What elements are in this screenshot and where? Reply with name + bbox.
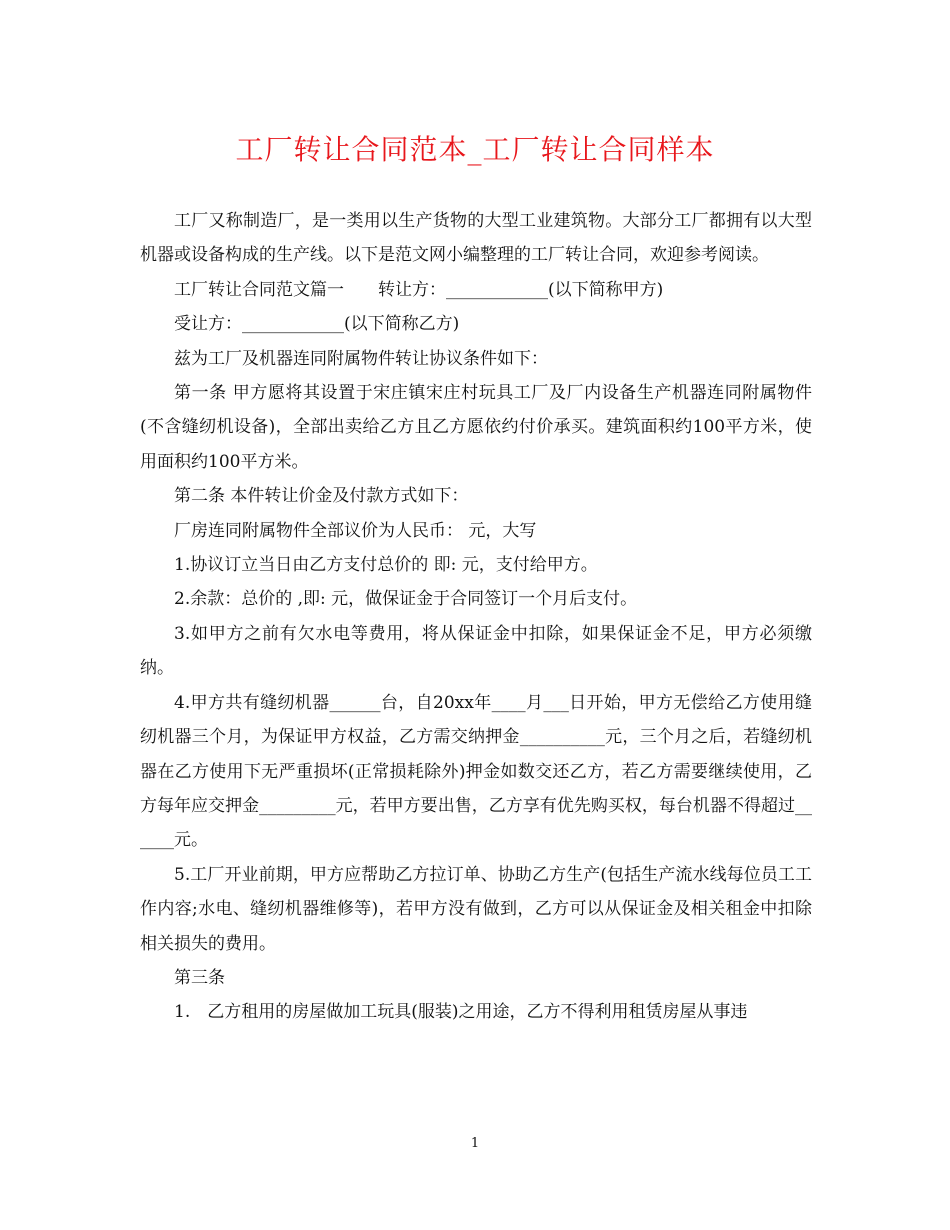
clause-3: 3.如甲方之前有欠水电等费用，将从保证金中扣除，如果保证金不足，甲方必须缴纳。 xyxy=(140,623,812,679)
page-number: 1 xyxy=(470,1136,480,1151)
transferee-line: 受让方：____________(以下简称乙方) xyxy=(174,314,460,335)
total-price-line: 厂房连同附属物件全部议价为人民币： 元，大写 xyxy=(174,520,537,541)
clause-5: 5.工厂开业前期，甲方应帮助乙方拉订单、协助乙方生产(包括生产流水线每位员工工作内容;水电、缝纫机器维修等)，若甲方没有做到，乙方可以从保证金及相关租金中扣除相关损失的费用。 xyxy=(140,864,812,954)
clause-2: 2.余款：总价的 ,即: 元，做保证金于合同签订一个月后支付。 xyxy=(174,589,638,610)
clause-4: 4.甲方共有缝纫机器______台，自20xx年____月___日开始，甲方无偿给乙方使用缝纫机器三个月，为保证甲方权益，乙方需交纳押金__________元，三个月之后，若缝纫机器在乙方使用下无严重损坏(正常损耗除外)押金如数交还乙方，若乙方需要继续使用，乙方每年应交押金_________元，若甲方要出售，乙方享有优先购买权，每台机器不得超过______元。 xyxy=(140,692,812,851)
transferor-line: 工厂转让合同范文篇一 转让方：____________(以下简称甲方) xyxy=(174,279,664,300)
article-two-heading: 第二条 本件转让价金及付款方式如下： xyxy=(174,486,469,507)
document-body xyxy=(140,204,812,1030)
article-three-heading: 第三条 xyxy=(174,967,225,988)
document-title: 工厂转让合同范本_工厂转让合同样本 xyxy=(235,133,715,166)
agreement-intro: 兹为工厂及机器连同附属物件转让协议条件如下： xyxy=(174,348,548,369)
intro-paragraph: 工厂又称制造厂，是一类用以生产货物的大型工业建筑物。大部分工厂都拥有以大型机器或设备构成的生产线。以下是范文网小编整理的工厂转让合同，欢迎参考阅读。 xyxy=(140,211,812,266)
clause-1: 1.协议订立当日由乙方支付总价的 即: 元，支付给甲方。 xyxy=(174,555,598,576)
article-one: 第一条 甲方愿将其设置于宋庄镇宋庄村玩具工厂及厂内设备生产机器连同附属物件(不含缝纫机设备)，全部出卖给乙方且乙方愿依约付价承买。建筑面积约100平方米，使用面积约100平方米。 xyxy=(140,383,812,472)
article-three-clause-1: 1. 乙方租用的房屋做加工玩具(服装)之用途，乙方不得利用租赁房屋从事违 xyxy=(174,1002,748,1023)
